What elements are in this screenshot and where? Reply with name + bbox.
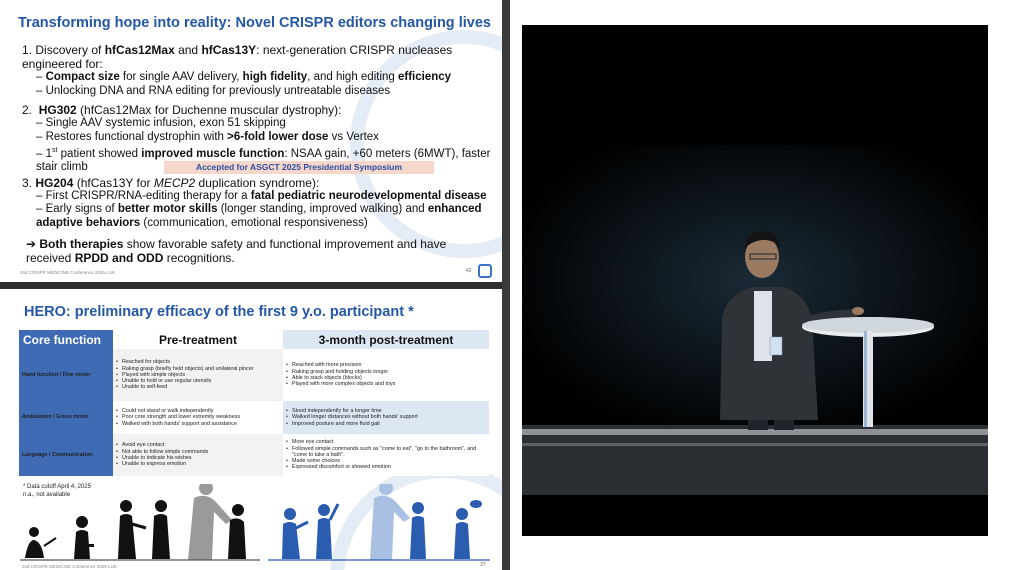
child-silhouette-icon <box>118 500 146 559</box>
item-2-sub-3: – 1st patient showed improved muscle function: NSAA gain, +60 meters (6MWT), faster stair climb <box>36 147 491 174</box>
slide1-title: Transforming hope into reality: Novel CRISPR editors changing lives <box>18 15 491 31</box>
pre-cell: • Avoid eye contact • Not able to follow simple commands • Unable to indicate his wishes • Unable to express emotion <box>113 434 283 476</box>
item-1: 1. Discovery of hfCas12Max and hfCas13Y: next-generation CRISPR nucleases engineered for: <box>22 43 453 71</box>
item-3-sub-2: – Early signs of better motor skills (longer standing, improved walking) and enhanced adaptive behaviors (communication, emotional responsiveness) <box>36 203 482 229</box>
slide2-title: HERO: preliminary efficacy of the first 9 y.o. participant * <box>24 304 414 320</box>
item-3-sub-1: – First CRISPR/RNA-editing therapy for a fatal pediatric neurodevelopmental disease <box>36 189 487 202</box>
adult-silhouette-icon <box>370 484 410 560</box>
header-post-treatment: 3-month post-treatment <box>283 330 489 349</box>
asgct-badge: Accepted for ASGCT 2025 Presidential Symposium <box>164 161 434 174</box>
slide-top <box>0 0 502 282</box>
row-head: Language / Communication <box>19 434 113 476</box>
post-treatment-illustration <box>268 484 490 562</box>
child-silhouette-icon <box>316 504 338 559</box>
child-silhouette-icon <box>228 504 246 559</box>
table-row <box>19 349 489 401</box>
item-2-sub-1: – Single AAV systemic infusion, exon 51 skipping <box>36 117 286 129</box>
slide-divider <box>0 282 502 289</box>
stage-floor <box>522 425 988 495</box>
child-silhouette-icon <box>282 508 308 559</box>
post-cell: • Stood independently for a longer time • Walked longer distances without both hands' support • Improved posture and more fluid gait <box>283 401 489 434</box>
speaker-scene <box>522 25 988 536</box>
efficacy-table <box>19 330 489 476</box>
header-pre-treatment: Pre-treatment <box>113 330 283 349</box>
slide2-footer: 2nd CRISPR MEDICINE Conference 2025-LUK <box>22 564 118 569</box>
child-silhouette-icon <box>74 516 94 559</box>
table-row <box>19 434 489 476</box>
pre-treatment-illustration <box>20 484 260 562</box>
row-head: Ambulation / Gross motor <box>19 401 113 434</box>
item-2-sub-2: – Restores functional dystrophin with >6-fold lower dose vs Vertex <box>36 130 379 143</box>
slide1-body <box>22 43 492 265</box>
conclusion: ➔ Both therapies show favorable safety and functional improvement and have received RPDD and ODD recognitions. <box>26 237 447 266</box>
pre-cell: • Could not stand or walk independently • Poor core strength and lower extremity weakness • Walked with both hands' support and assistance <box>113 401 283 434</box>
item-2: 2. HG302 (hfCas12Max for Duchenne muscular dystrophy): <box>22 103 342 117</box>
table-row <box>19 401 489 434</box>
logo-icon <box>478 264 492 278</box>
child-silhouette-icon <box>410 502 426 559</box>
slide1-page-number: 42 <box>466 268 472 274</box>
row-head: Hand function / Fine motor <box>19 349 113 401</box>
adult-silhouette-icon <box>188 484 232 560</box>
item-1-sub-2: – Unlocking DNA and RNA editing for previously untreatable diseases <box>36 84 391 97</box>
pre-cell: • Reached for objects • Raking grasp (briefly held objects) and unilateral pincer • Played with simple objects • Unable to hold or use regular utensils • Unable to self-feed <box>113 349 283 401</box>
slide-bottom <box>0 289 502 570</box>
item-3: 3. HG204 (hfCas13Y for MECP2 duplication syndrome): <box>22 175 320 190</box>
table-header-row <box>19 330 489 349</box>
speaker-video[interactable] <box>522 25 988 536</box>
panel-divider <box>502 0 510 570</box>
child-silhouette-icon <box>152 500 170 559</box>
post-cell: • Reached with more precision • Raking grasp and holding objects longer • Able to stack objects (blocks) • Played with more complex objects and toys <box>283 349 489 401</box>
badge-lanyard <box>770 337 782 355</box>
data-note: * Data cutoff April 4, 2025 n.a., not available <box>23 484 91 498</box>
header-core-function: Core function <box>19 330 113 349</box>
child-silhouette-icon <box>454 500 482 559</box>
slide2-page-number: 37 <box>480 562 486 568</box>
post-cell: • More eye contact • Followed simple commands such as "come to eat", "go to the bathroom", and "come to take a bath". • Made some choices • Expressed discomfort or showed emotion <box>283 434 489 476</box>
slide1-footer: 2nd CRISPR MEDICINE Conference 2025-LUK <box>20 270 116 275</box>
child-silhouette-icon <box>25 527 56 558</box>
item-1-sub-1: – Compact size for single AAV delivery, high fidelity, and high editing efficiency <box>36 71 452 83</box>
